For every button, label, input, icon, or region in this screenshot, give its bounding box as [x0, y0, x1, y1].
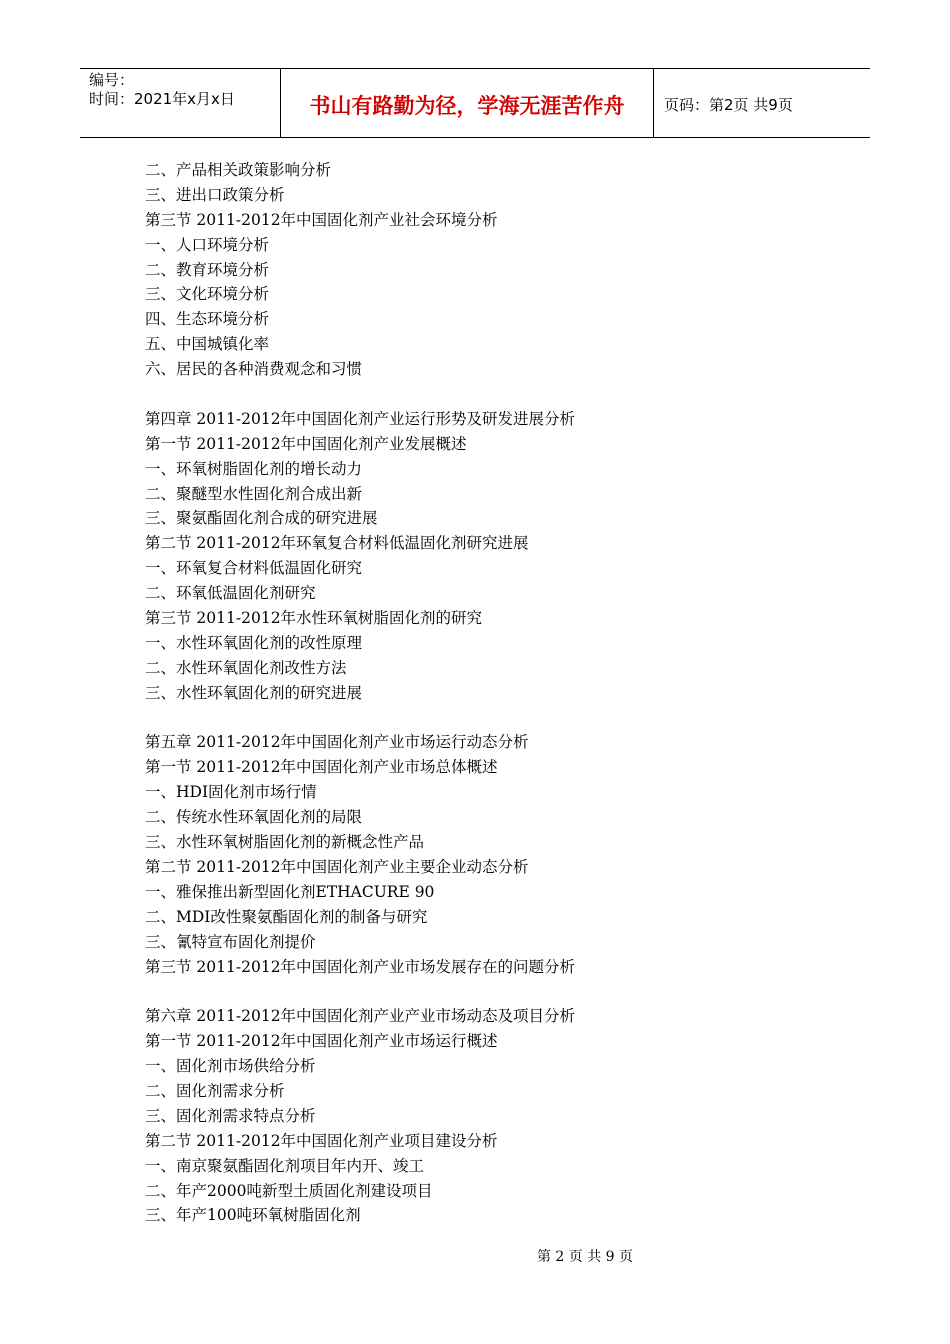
toc-line: 二、聚醚型水性固化剂合成出新 — [145, 484, 363, 503]
section-gap — [145, 382, 845, 407]
toc-line: 三、进出口政策分析 — [145, 185, 285, 204]
toc-line: 一、环氧复合材料低温固化研究 — [145, 559, 363, 578]
toc-line: 五、中国城镇化率 — [145, 335, 270, 354]
toc-line: 第三节 2011-2012年中国固化剂产业市场发展存在的问题分析 — [145, 957, 576, 976]
toc-line: 第三节 2011-2012年中国固化剂产业社会环境分析 — [145, 210, 498, 229]
header-meta — [80, 69, 281, 137]
toc-line: 三、水性环氧固化剂的研究进展 — [145, 683, 363, 702]
toc-line: 第一节 2011-2012年中国固化剂产业市场总体概述 — [145, 758, 498, 777]
toc-line: 四、生态环境分析 — [145, 310, 270, 329]
doc-time-label: 时间：2021年x月x日 — [89, 90, 235, 108]
toc-line: 二、产品相关政策影响分析 — [145, 161, 332, 179]
toc-line: 第三节 2011-2012年水性环氧树脂固化剂的研究 — [145, 609, 483, 628]
toc-line: 第四章 2011-2012年中国固化剂产业运行形势及研发进展分析 — [145, 409, 576, 428]
toc-line: 第二节 2011-2012年环氧复合材料低温固化剂研究进展 — [145, 534, 529, 553]
section-gap — [145, 979, 845, 1004]
toc-line: 二、传统水性环氧固化剂的局限 — [145, 808, 363, 827]
toc-line: 一、南京聚氨酯固化剂项目年内开、竣工 — [145, 1156, 425, 1175]
toc-line: 第一节 2011-2012年中国固化剂产业市场运行概述 — [145, 1032, 498, 1051]
section-gap — [145, 706, 845, 731]
toc-line: 一、人口环境分析 — [145, 235, 270, 254]
toc-line: 二、环氧低温固化剂研究 — [145, 584, 316, 603]
page-footer: 第 2 页 共 9 页 — [536, 1249, 634, 1265]
toc-line: 第二节 2011-2012年中国固化剂产业主要企业动态分析 — [145, 857, 529, 876]
toc-line: 二、MDI改性聚氨酯固化剂的制备与研究 — [145, 907, 428, 926]
toc-line: 一、雅保推出新型固化剂ETHACURE 90 — [145, 882, 435, 901]
toc-line: 三、年产100吨环氧树脂固化剂 — [145, 1206, 361, 1225]
toc-line: 第五章 2011-2012年中国固化剂产业市场运行动态分析 — [145, 733, 529, 752]
toc-line: 二、教育环境分析 — [145, 260, 270, 279]
toc-line: 三、固化剂需求特点分析 — [145, 1106, 316, 1125]
toc-line: 二、固化剂需求分析 — [145, 1081, 285, 1100]
doc-number-label: 编号： — [89, 71, 135, 89]
toc-line: 第二节 2011-2012年中国固化剂产业项目建设分析 — [145, 1131, 498, 1150]
header-page-number: 页码：第2页 共9页 — [664, 95, 793, 114]
toc-line: 三、文化环境分析 — [145, 285, 270, 304]
toc-line: 第一节 2011-2012年中国固化剂产业发展概述 — [145, 434, 467, 453]
toc-line: 一、环氧树脂固化剂的增长动力 — [145, 459, 363, 478]
toc-line: 六、居民的各种消费观念和习惯 — [145, 360, 363, 379]
toc-line: 三、水性环氧树脂固化剂的新概念性产品 — [145, 833, 425, 852]
toc-line: 一、HDI固化剂市场行情 — [145, 783, 317, 802]
header-motto: 书山有路勤为径，学海无涯苦作舟 — [281, 69, 654, 137]
toc-line: 三、氰特宣布固化剂提价 — [145, 932, 316, 951]
toc-content — [145, 158, 845, 1228]
page-header — [80, 68, 870, 138]
toc-line: 一、固化剂市场供给分析 — [145, 1057, 316, 1076]
toc-line: 三、聚氨酯固化剂合成的研究进展 — [145, 509, 378, 528]
toc-line: 一、水性环氧固化剂的改性原理 — [145, 633, 363, 652]
toc-line: 二、年产2000吨新型土质固化剂建设项目 — [145, 1181, 433, 1200]
toc-line: 二、水性环氧固化剂改性方法 — [145, 658, 347, 677]
toc-line: 第六章 2011-2012年中国固化剂产业产业市场动态及项目分析 — [145, 1007, 576, 1026]
